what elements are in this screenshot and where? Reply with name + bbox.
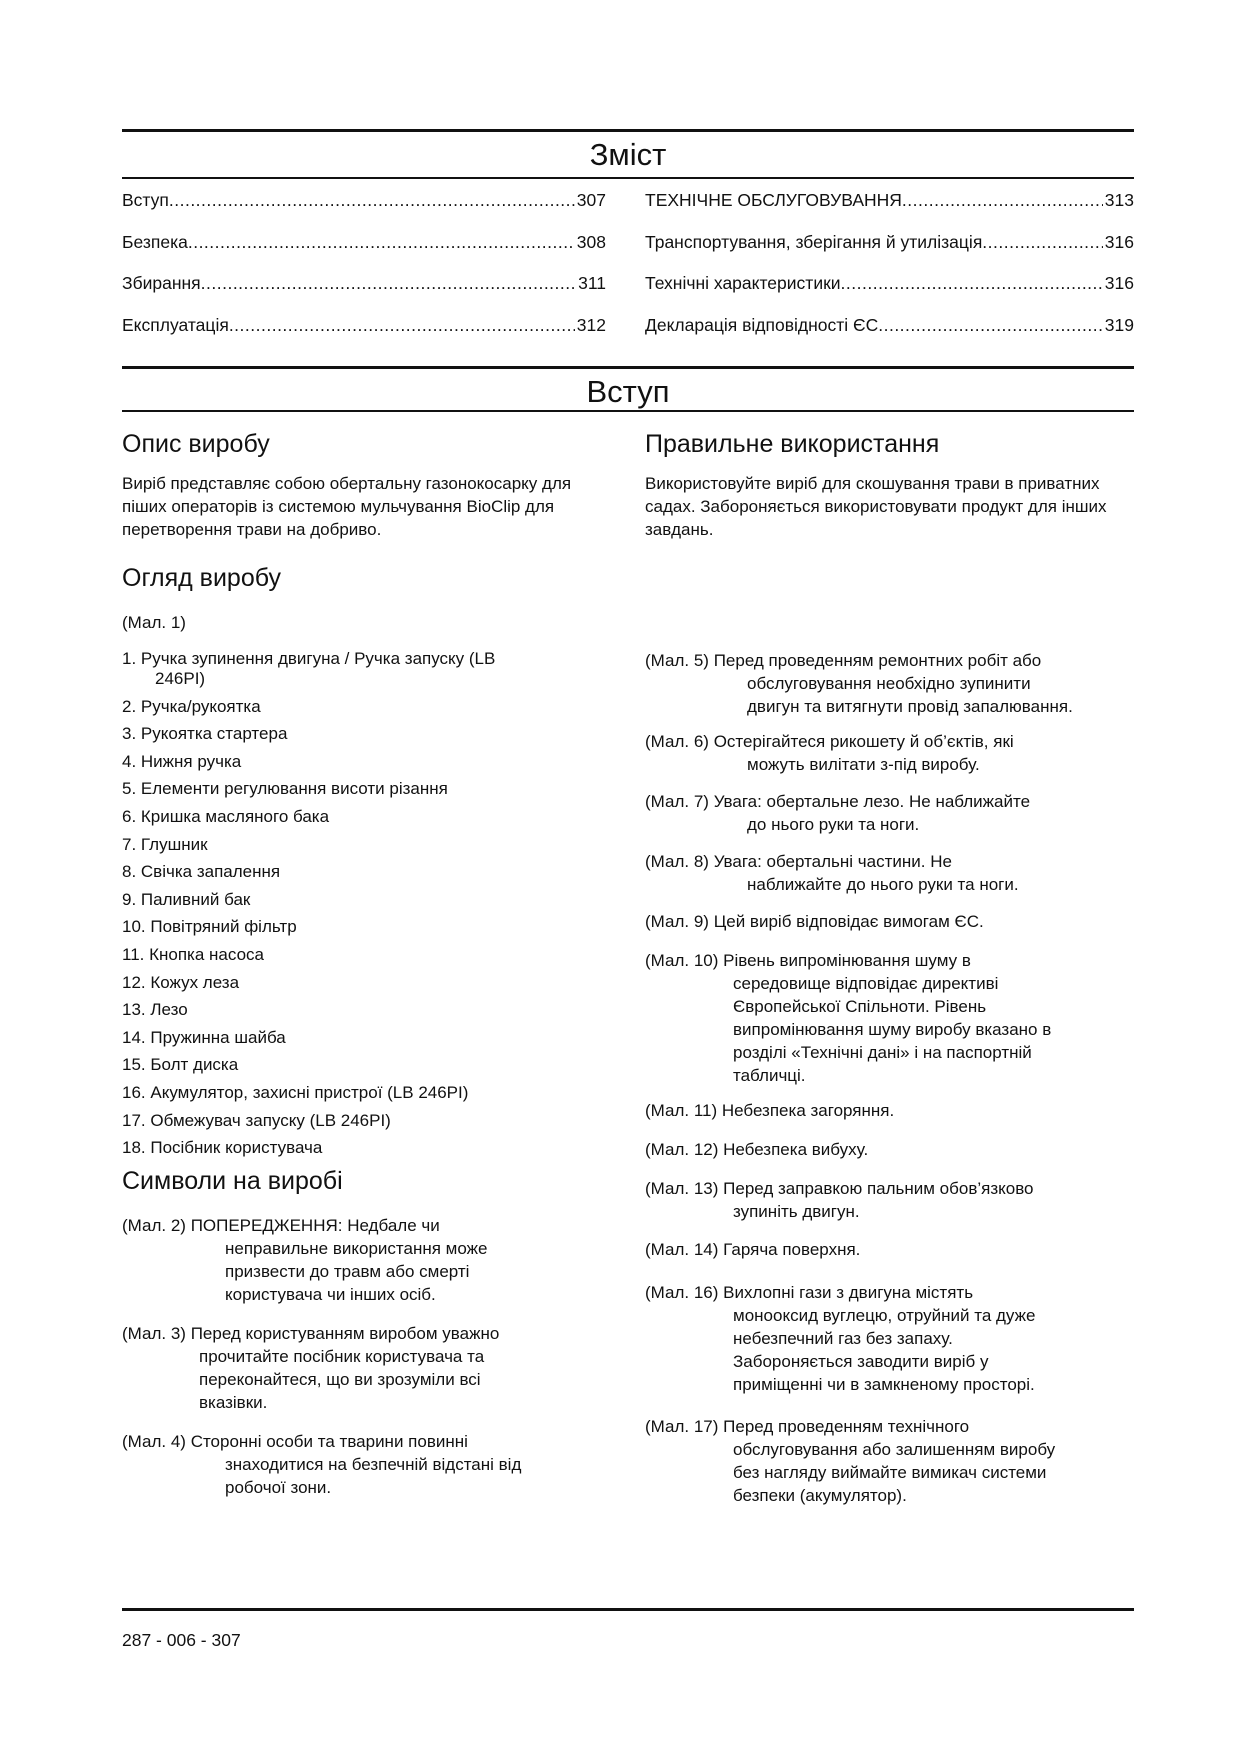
list-item: 11. Кнопка насоса	[122, 944, 264, 964]
list-item: 8. Свічка запалення	[122, 862, 281, 882]
list-item: 15. Болт диска	[122, 1055, 239, 1075]
symbol-entry: (Мал. 3) Перед користуванням виробом уважно прочитайте посібник користувача та переконайтеся, що ви зрозуміли всі вказівки.	[122, 1324, 500, 1412]
list-item: 5. Елементи регулювання висоти різання	[122, 779, 448, 799]
list-item: 7. Глушник	[122, 834, 208, 854]
symbol-entry: (Мал. 12) Небезпека вибуху.	[645, 1140, 869, 1159]
toc-right-column	[645, 190, 1134, 356]
symbol-entry: (Мал. 8) Увага: обертальні частини. Не наближайте до нього руки та ноги.	[645, 852, 1019, 894]
symbol-entry: (Мал. 7) Увага: обертальне лезо. Не наближайте до нього руки та ноги.	[645, 792, 1031, 834]
symbol-entry: (Мал. 2) ПОПЕРЕДЖЕННЯ: Недбале чи неправильне використання може призвести до травм або смерті користувача чи інших осіб.	[122, 1216, 488, 1304]
symbol-entry: (Мал. 16) Вихлопні гази з двигуна містять монооксид вуглецю, отруйний та дуже небезпечний газ без запаху. Забороняється заводити виріб у приміщенні чи в замкненому просторі.	[645, 1283, 1036, 1394]
symbol-entry: (Мал. 9) Цей виріб відповідає вимогам ЄС.	[645, 912, 984, 931]
list-item: 6. Кришка масляного бака	[122, 806, 330, 826]
symbol-entry: (Мал. 4) Сторонні особи та тварини повинні знаходитися на безпечній відстані від робочої зони.	[122, 1432, 522, 1497]
toc-entry[interactable]: Експлуатація ..... 312	[122, 315, 606, 357]
contents-title: Зміст	[589, 137, 667, 172]
description-heading: Опис виробу	[122, 430, 270, 458]
overview-parts-list	[122, 645, 572, 1162]
symbol-entry: (Мал. 6) Остерігайтеся рикошету й об’єктів, які можуть вилітати з-під виробу.	[645, 732, 1014, 774]
intro-top-rule	[122, 366, 1134, 369]
contents-rule	[122, 177, 1134, 179]
list-item: 16. Акумулятор, захисні пристрої (LB 246PI)	[122, 1082, 469, 1102]
toc-entry[interactable]: Безпека ..... 308	[122, 232, 606, 274]
list-item: 12. Кожух леза	[122, 972, 240, 992]
list-item: 14. Пружинна шайба	[122, 1027, 286, 1047]
toc-entry[interactable]: Транспортування, зберігання й утилізація ..... 316	[645, 232, 1134, 274]
proper-use-heading: Правильне використання	[645, 430, 940, 458]
toc-left-column	[122, 190, 606, 356]
symbol-entry: (Мал. 14) Гаряча поверхня.	[645, 1240, 861, 1259]
toc-entry[interactable]: Технічні характеристики ..... 316	[645, 273, 1134, 315]
toc-entry[interactable]: Збирання ..... 311	[122, 273, 606, 315]
list-item: 18. Посібник користувача	[122, 1138, 323, 1158]
description-text: Виріб представляє собою обертальну газонокосарку для піших операторів із системою мульчування BioClip для перетворення трави на добриво.	[122, 474, 572, 539]
symbols-heading: Символи на виробі	[122, 1167, 343, 1195]
toc-entry[interactable]: Вступ ..... 307	[122, 190, 606, 232]
list-item: 17. Обмежувач запуску (LB 246PI)	[122, 1110, 391, 1130]
list-item: 4. Нижня ручка	[122, 751, 242, 771]
page-number: 287 - 006 - 307	[122, 1630, 241, 1650]
symbol-entry: (Мал. 5) Перед проведенням ремонтних робіт або обслуговування необхідно зупинити двигун та витягнути провід запалювання.	[645, 651, 1073, 716]
list-item: 10. Повітряний фільтр	[122, 917, 297, 937]
intro-rule	[122, 410, 1134, 412]
overview-figure-ref: (Мал. 1)	[122, 613, 186, 632]
top-rule	[122, 129, 1134, 132]
toc-entry[interactable]: Декларація відповідності ЄС ..... 319	[645, 315, 1134, 357]
list-item: 2. Ручка/рукоятка	[122, 696, 261, 716]
footer-rule	[122, 1608, 1134, 1611]
symbol-entry: (Мал. 10) Рівень випромінювання шуму в середовище відповідає директиві Європейської Спільноти. Рівень випромінювання шуму виробу вказано в розділі «Технічні дані» і на паспортній табличці.	[645, 951, 1052, 1085]
overview-heading: Огляд виробу	[122, 564, 281, 592]
intro-title: Вступ	[586, 374, 670, 409]
toc-entry[interactable]: ТЕХНІЧНЕ ОБСЛУГОВУВАННЯ ..... 313	[645, 190, 1134, 232]
symbol-entry: (Мал. 11) Небезпека загоряння.	[645, 1101, 895, 1120]
symbol-entry: (Мал. 17) Перед проведенням технічного обслуговування або залишенням виробу без нагляду виймайте вимикач системи безпеки (акумулятор).	[645, 1417, 1056, 1505]
list-item: 9. Паливний бак	[122, 889, 251, 909]
list-item: 3. Рукоятка стартера	[122, 724, 288, 744]
proper-use-text: Використовуйте виріб для скошування трави в приватних садах. Забороняється використовувати продукт для інших завдань.	[645, 474, 1107, 539]
list-item: 13. Лезо	[122, 1000, 188, 1020]
symbol-entry: (Мал. 13) Перед заправкою пальним обов’язково зупиніть двигун.	[645, 1179, 1034, 1221]
list-item: 1. Ручка зупинення двигуна / Ручка запуску (LB 246PI)	[122, 649, 496, 688]
